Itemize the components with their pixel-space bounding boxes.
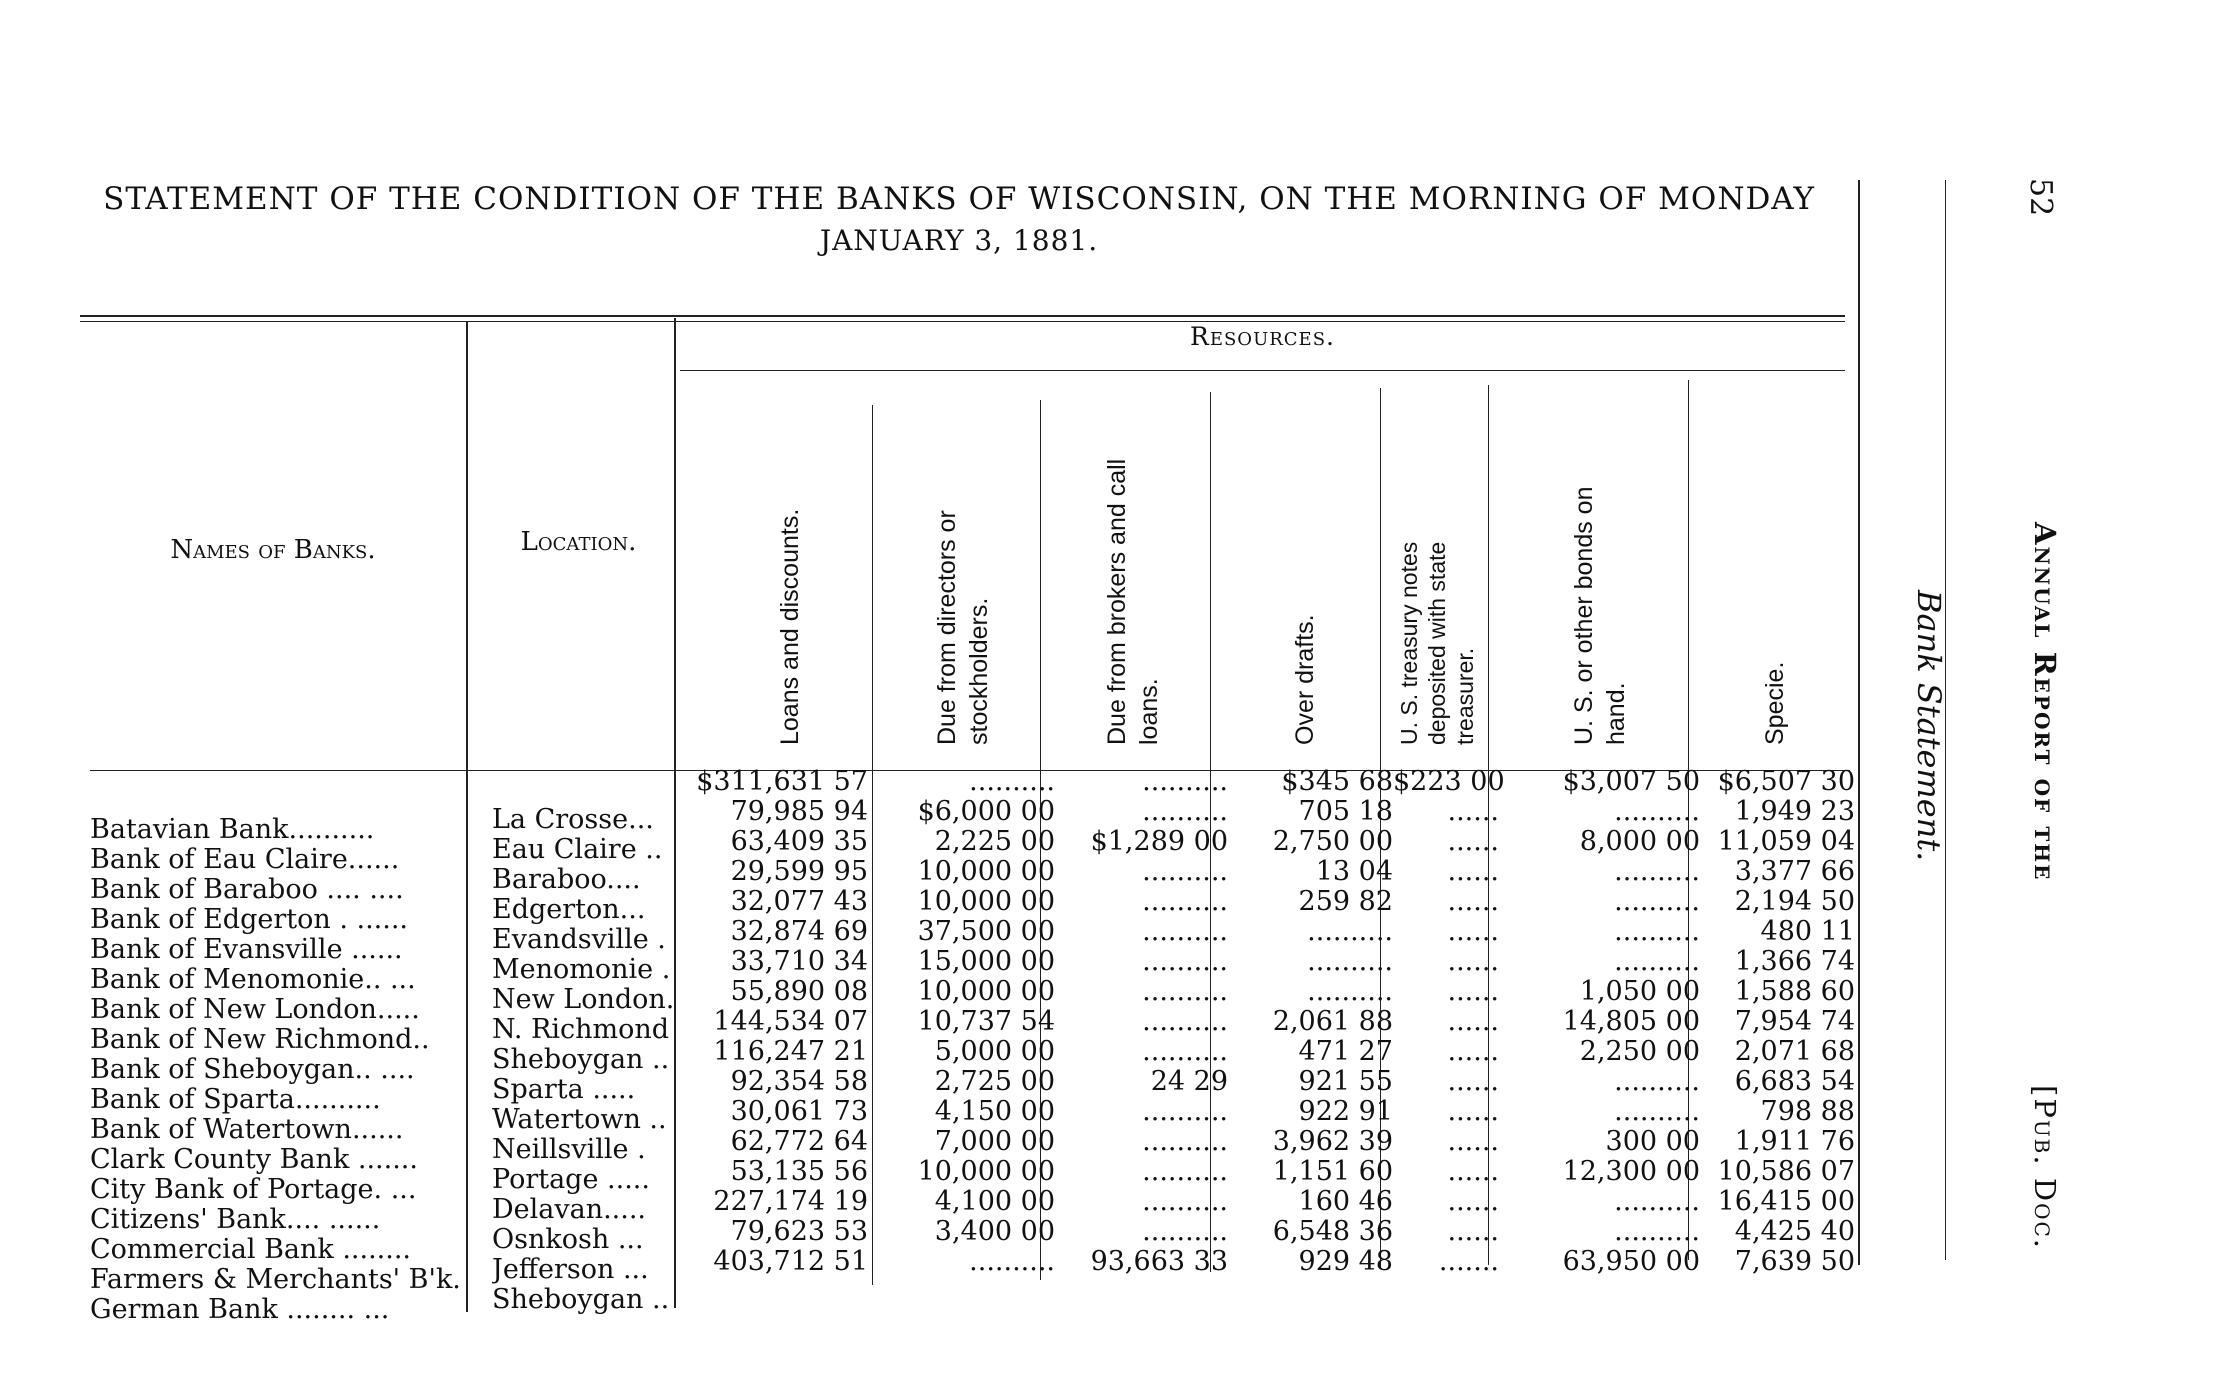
bank-location: Evandsville . — [492, 925, 666, 955]
due-directors-cell: 10,000 00 — [917, 1156, 1055, 1187]
specie-cell: 798 88 — [1760, 1096, 1855, 1127]
bonds-cell: 12,300 00 — [1562, 1156, 1700, 1187]
bank-name: Bank of New Richmond.. — [90, 1025, 430, 1055]
bank-name: Bank of Eau Claire...... — [90, 845, 400, 875]
loans-cell: 53,135 56 — [730, 1156, 868, 1187]
title-line-2: JANUARY 3, 1881. — [819, 224, 1099, 257]
loans-cell: 92,354 58 — [730, 1066, 868, 1097]
due-directors-cell: 37,500 00 — [917, 916, 1055, 947]
loans-column — [690, 767, 868, 1277]
treasury-notes-cell: ....... — [1438, 1246, 1499, 1277]
loans-cell: 30,061 73 — [730, 1096, 868, 1127]
bank-name: Bank of New London..... — [90, 995, 420, 1025]
due-brokers-cell: .......... — [1142, 1186, 1228, 1217]
bonds-cell: 63,950 00 — [1562, 1246, 1700, 1277]
specie-cell: 7,639 50 — [1734, 1246, 1855, 1277]
bonds-cell: .......... — [1614, 796, 1700, 827]
specie-cell: 2,071 68 — [1734, 1036, 1855, 1067]
bank-name: Citizens' Bank.... ...... — [90, 1205, 381, 1235]
treasury-notes-cell: ...... — [1447, 946, 1499, 977]
overdrafts-cell: $345 68 — [1281, 766, 1393, 797]
due-directors-cell: 4,100 00 — [934, 1186, 1055, 1217]
specie-cell: 1,949 23 — [1734, 796, 1855, 827]
treasury-notes-cell: ...... — [1447, 1216, 1499, 1247]
due-directors-header: Due from directors or stockholders. — [933, 510, 993, 745]
bank-location: Delavan..... — [492, 1195, 647, 1225]
overdrafts-cell: 1,151 60 — [1272, 1156, 1393, 1187]
bank-name: City Bank of Portage. ... — [90, 1175, 417, 1205]
specie-cell: 3,377 66 — [1734, 856, 1855, 887]
due-brokers-cell: .......... — [1142, 1216, 1228, 1247]
bank-name: Commercial Bank ........ — [90, 1235, 412, 1265]
loans-cell: 29,599 95 — [730, 856, 868, 887]
loans-cell: 227,174 19 — [713, 1186, 868, 1217]
specie-cell: 4,425 40 — [1734, 1216, 1855, 1247]
page-number: 52 — [2023, 178, 2058, 217]
loans-cell: 63,409 35 — [730, 826, 868, 857]
due-directors-cell: 3,400 00 — [934, 1216, 1055, 1247]
due-brokers-header: Due from brokers and call loans. — [1103, 458, 1163, 745]
bank-name: Bank of Sheboygan.. .... — [90, 1055, 415, 1085]
specie-cell: 11,059 04 — [1717, 826, 1855, 857]
bank-location: Sheboygan .. — [492, 1045, 670, 1075]
overdrafts-cell: 6,548 36 — [1272, 1216, 1393, 1247]
loans-cell: 62,772 64 — [730, 1126, 868, 1157]
due-directors-cell: 2,725 00 — [934, 1066, 1055, 1097]
bank-location: Sparta ..... — [492, 1075, 636, 1105]
rule-title — [80, 315, 1845, 317]
overdrafts-cell: 259 82 — [1298, 886, 1393, 917]
overdrafts-cell: 922 91 — [1298, 1096, 1393, 1127]
treasury-notes-cell: ...... — [1447, 826, 1499, 857]
bonds-cell: .......... — [1614, 1066, 1700, 1097]
overdrafts-cell: 160 46 — [1298, 1186, 1393, 1217]
due-directors-cell: 7,000 00 — [934, 1126, 1055, 1157]
treasury-notes-cell: ...... — [1447, 856, 1499, 887]
due-directors-cell: 2,225 00 — [934, 826, 1055, 857]
specie-cell: 1,911 76 — [1734, 1126, 1855, 1157]
treasury-notes-cell: ...... — [1447, 1006, 1499, 1037]
due-directors-cell: .......... — [969, 766, 1055, 797]
specie-cell: 10,586 07 — [1717, 1156, 1855, 1187]
bank-name: Bank of Baraboo .... .... — [90, 875, 404, 905]
due-directors-cell: 10,000 00 — [917, 976, 1055, 1007]
specie-header: Specie. — [1761, 661, 1789, 745]
bonds-cell: 2,250 00 — [1579, 1036, 1700, 1067]
bank-name: Bank of Edgerton . ...... — [90, 905, 409, 935]
bonds-column — [1505, 767, 1700, 1277]
bank-location: Menomonie . — [492, 955, 671, 985]
overdrafts-cell: .......... — [1307, 946, 1393, 977]
due-brokers-cell: .......... — [1142, 1126, 1228, 1157]
overdrafts-cell: 921 55 — [1298, 1066, 1393, 1097]
bank-location: Sheboygan .. — [492, 1285, 670, 1315]
locations-column — [492, 805, 692, 1315]
overdrafts-column — [1228, 767, 1393, 1277]
bonds-cell: 1,050 00 — [1579, 976, 1700, 1007]
treasury-notes-cell: ...... — [1447, 1096, 1499, 1127]
names-of-banks-header: Names of Banks. — [170, 535, 376, 565]
overdrafts-cell: 2,061 88 — [1272, 1006, 1393, 1037]
location-header: Location. — [520, 527, 637, 557]
overdrafts-cell: 929 48 — [1298, 1246, 1393, 1277]
overdrafts-cell: 705 18 — [1298, 796, 1393, 827]
due-brokers-cell: 24 29 — [1150, 1066, 1228, 1097]
due-directors-cell: 10,000 00 — [917, 886, 1055, 917]
due-brokers-cell: .......... — [1142, 1096, 1228, 1127]
loans-cell: 116,247 21 — [713, 1036, 868, 1067]
bank-location: Eau Claire .. — [492, 835, 663, 865]
specie-cell: 1,588 60 — [1734, 976, 1855, 1007]
bonds-cell: .......... — [1614, 1186, 1700, 1217]
specie-cell: $6,507 30 — [1717, 766, 1855, 797]
due-brokers-cell: .......... — [1142, 1156, 1228, 1187]
due-directors-cell: 4,150 00 — [934, 1096, 1055, 1127]
resources-header: Resources. — [1190, 322, 1335, 351]
specie-cell: 7,954 74 — [1734, 1006, 1855, 1037]
treasury-notes-cell: ...... — [1447, 916, 1499, 947]
loans-cell: 32,077 43 — [730, 886, 868, 917]
bank-name: Bank of Menomonie.. ... — [90, 965, 416, 995]
loans-cell: 32,874 69 — [730, 916, 868, 947]
specie-cell: 1,366 74 — [1734, 946, 1855, 977]
overdrafts-cell: 13 04 — [1315, 856, 1393, 887]
treasury-notes-cell: ...... — [1447, 976, 1499, 1007]
due-directors-cell: 15,000 00 — [917, 946, 1055, 977]
treasury-notes-cell: ...... — [1447, 1066, 1499, 1097]
bank-name: Bank of Sparta.......... — [90, 1085, 381, 1115]
due-brokers-cell: .......... — [1142, 1036, 1228, 1067]
rule-v-loans — [872, 405, 873, 1285]
due-brokers-column — [1058, 767, 1228, 1277]
bank-location: Jefferson ... — [492, 1255, 649, 1285]
overdrafts-cell: .......... — [1307, 976, 1393, 1007]
bank-location: Baraboo.... — [492, 865, 641, 895]
treasury-notes-cell: $223 00 — [1393, 766, 1505, 797]
loans-cell: 55,890 08 — [730, 976, 868, 1007]
due-brokers-cell: .......... — [1142, 1006, 1228, 1037]
due-directors-cell: 10,000 00 — [917, 856, 1055, 887]
bank-location: Watertown .. — [492, 1105, 667, 1135]
bonds-cell: 300 00 — [1605, 1126, 1700, 1157]
bank-name: Bank of Evansville ...... — [90, 935, 403, 965]
due-directors-cell: 10,737 54 — [917, 1006, 1055, 1037]
due-brokers-cell: .......... — [1142, 916, 1228, 947]
bonds-cell: .......... — [1614, 946, 1700, 977]
bank-location: New London. — [492, 985, 675, 1015]
specie-cell: 480 11 — [1760, 916, 1855, 947]
treasury-notes-column — [1393, 766, 1505, 1277]
loans-cell: 144,534 07 — [713, 1006, 868, 1037]
due-brokers-cell: .......... — [1142, 946, 1228, 977]
bank-name: Clark County Bank ....... — [90, 1145, 418, 1175]
bank-location: N. Richmond — [492, 1015, 670, 1045]
due-brokers-cell: $1,289 00 — [1090, 826, 1228, 857]
bank-name: Batavian Bank.......... — [90, 815, 375, 845]
treasury-notes-cell: ...... — [1447, 1036, 1499, 1067]
bank-statement-margin-title: Bank Statement. — [1910, 590, 1948, 862]
title-line-1: STATEMENT OF THE CONDITION OF THE BANKS OF WISCONSIN, ON THE MORNING OF MONDAY — [103, 181, 1815, 217]
treasury-notes-cell: ...... — [1447, 796, 1499, 827]
overdrafts-header: Over drafts. — [1291, 614, 1319, 745]
bank-location: Neillsville . — [492, 1135, 646, 1165]
specie-cell: 16,415 00 — [1717, 1186, 1855, 1217]
loans-cell: 33,710 34 — [730, 946, 868, 977]
treasury-notes-header: U. S. treasury notes deposited with state treasurer. — [1396, 541, 1478, 745]
due-directors-column — [880, 767, 1055, 1277]
bank-location: La Crosse... — [492, 805, 654, 835]
running-head-pub: [Pub. Doc. — [2028, 1085, 2062, 1250]
bank-location: Osnkosh ... — [492, 1225, 644, 1255]
running-head-report: Annual Report of the — [2028, 522, 2062, 882]
bonds-cell: 14,805 00 — [1562, 1006, 1700, 1037]
treasury-notes-cell: ...... — [1447, 1126, 1499, 1157]
table-title — [74, 178, 1844, 262]
bonds-cell: .......... — [1614, 1216, 1700, 1247]
loans-header: Loans and discounts. — [776, 508, 804, 745]
due-directors-cell: .......... — [969, 1246, 1055, 1277]
bank-location: Portage ..... — [492, 1165, 650, 1195]
due-directors-cell: $6,000 00 — [917, 796, 1055, 827]
due-brokers-cell: .......... — [1142, 766, 1228, 797]
loans-cell: 79,623 53 — [730, 1216, 868, 1247]
overdrafts-cell: 3,962 39 — [1272, 1126, 1393, 1157]
loans-cell: 79,985 94 — [730, 796, 868, 827]
overdrafts-cell: 471 27 — [1298, 1036, 1393, 1067]
specie-cell: 2,194 50 — [1734, 886, 1855, 917]
treasury-notes-cell: ...... — [1447, 1186, 1499, 1217]
bonds-cell: 8,000 00 — [1579, 826, 1700, 857]
due-directors-cell: 5,000 00 — [934, 1036, 1055, 1067]
bank-name: Farmers & Merchants' B'k. — [90, 1265, 461, 1295]
bank-names-column — [90, 815, 485, 1325]
bank-name: German Bank ........ ... — [90, 1295, 390, 1325]
bonds-cell: .......... — [1614, 1096, 1700, 1127]
overdrafts-cell: .......... — [1307, 916, 1393, 947]
due-brokers-cell: .......... — [1142, 796, 1228, 827]
specie-cell: 6,683 54 — [1734, 1066, 1855, 1097]
due-brokers-cell: .......... — [1142, 886, 1228, 917]
loans-cell: $311,631 57 — [696, 766, 868, 797]
bonds-cell: $3,007 50 — [1562, 766, 1700, 797]
bonds-cell: .......... — [1614, 916, 1700, 947]
treasury-notes-cell: ...... — [1447, 1156, 1499, 1187]
bonds-cell: .......... — [1614, 856, 1700, 887]
bonds-header: U. S. or other bonds on hand. — [1570, 486, 1630, 745]
bank-location: Edgerton... — [492, 895, 646, 925]
bank-name: Bank of Watertown...... — [90, 1115, 404, 1145]
due-brokers-cell: .......... — [1142, 856, 1228, 887]
overdrafts-cell: 2,750 00 — [1272, 826, 1393, 857]
rule-resources — [680, 370, 1845, 371]
rule-v-right — [1858, 180, 1860, 1265]
due-brokers-cell: 93,663 33 — [1090, 1246, 1228, 1277]
due-brokers-cell: .......... — [1142, 976, 1228, 1007]
treasury-notes-cell: ...... — [1447, 886, 1499, 917]
specie-column — [1695, 767, 1855, 1277]
loans-cell: 403,712 51 — [713, 1246, 868, 1277]
bonds-cell: .......... — [1614, 886, 1700, 917]
